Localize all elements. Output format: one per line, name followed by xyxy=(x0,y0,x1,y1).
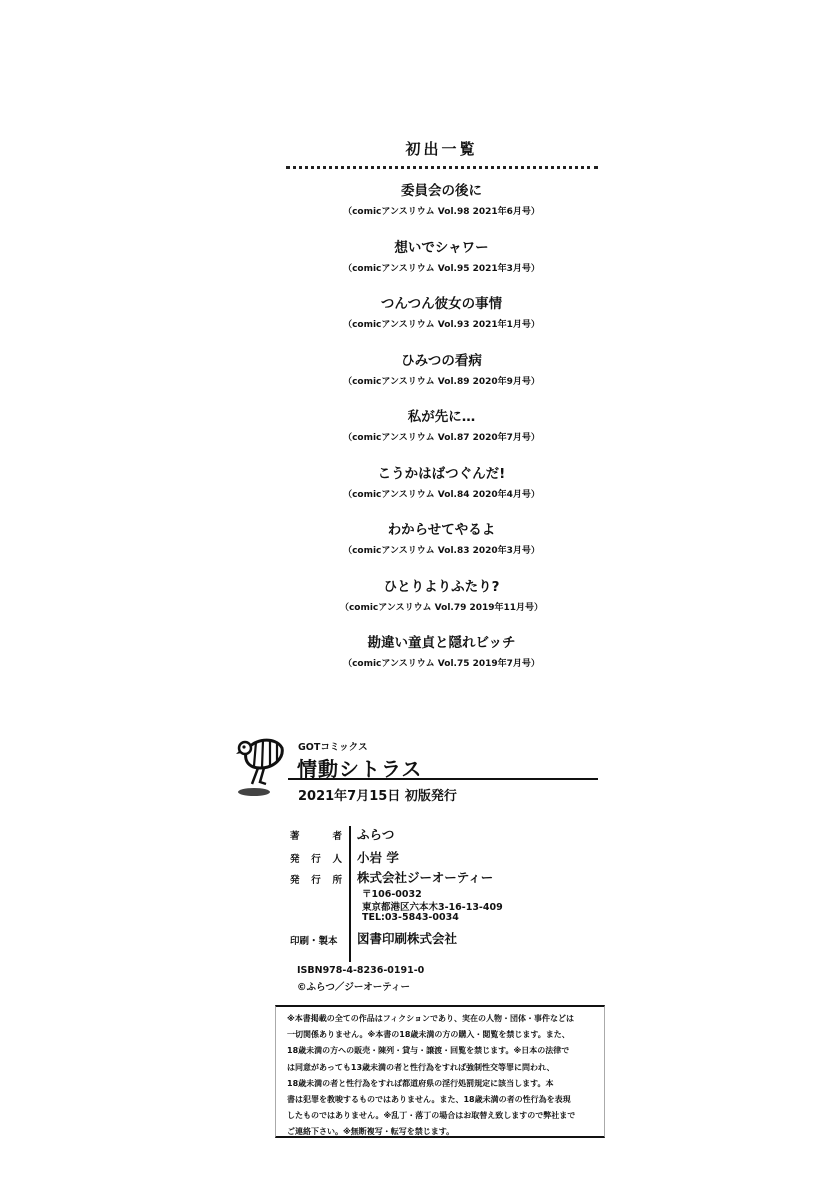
work-entry xyxy=(0,182,835,218)
author-caption: 著 者 xyxy=(290,831,342,842)
work-source: （comicアンスリウム Vol.75 2019年7月号） xyxy=(343,659,540,669)
author-name: ふらつ xyxy=(357,827,395,842)
work-title: 委員会の後に xyxy=(401,183,482,199)
notice-line: 18歳未満の者と性行為をすれば都道府県の淫行処罰規定に該当します。本 xyxy=(287,1078,554,1088)
postal-code: 〒106-0032 xyxy=(362,889,422,900)
work-title: つんつん彼女の事情 xyxy=(380,296,503,312)
notice-line: 18歳未満の方への販売・陳列・貸与・譲渡・回覧を禁じます。※日本の法律で xyxy=(287,1046,570,1056)
work-source: （comicアンスリウム Vol.87 2020年7月号） xyxy=(343,433,540,443)
notice-line: 書は犯罪を教唆するものではありません。また、18歳未満の者の性行為を表現 xyxy=(287,1095,571,1105)
notice-line: は同意があっても13歳未満の者と性行為をすれば強制性交等罪に問われ、 xyxy=(287,1062,555,1072)
copyright: ©ふらつ／ジーオーティー xyxy=(297,982,410,993)
work-source: （comicアンスリウム Vol.79 2019年11月号） xyxy=(339,602,544,613)
work-title: 想いでシャワー xyxy=(394,239,489,256)
work-entry xyxy=(0,578,835,614)
publisher-person-name: 小岩 学 xyxy=(357,850,399,865)
work-title: 勘違い童貞と隠れビッチ xyxy=(367,635,516,651)
work-entry xyxy=(0,408,835,444)
publisher-name: 株式会社ジーオーティー xyxy=(357,870,494,885)
work-entry xyxy=(0,465,835,501)
notice-line: したものではありません。※乱丁・落丁の場合はお取替え致しますので弊社まで xyxy=(287,1111,576,1121)
work-entry xyxy=(0,352,835,388)
publisher-address: 東京都港区六本木3-16-13-409 xyxy=(362,902,503,913)
work-source: （comicアンスリウム Vol.83 2020年3月号） xyxy=(343,546,540,556)
work-title: ひみつの看病 xyxy=(401,352,482,369)
first-appearance-heading: 初出一覧 xyxy=(405,140,478,158)
publisher-tel: TEL:03-5843-0034 xyxy=(362,912,459,923)
publisher-caption: 発 行 所 xyxy=(290,875,342,886)
isbn: ISBN978-4-8236-0191-0 xyxy=(297,965,425,976)
notice-line: ご連絡下さい。※無断複写・転写を禁じます。 xyxy=(287,1127,455,1137)
notice-line: ※本書掲載の全ての作品はフィクションであり、実在の人物・団体・事件などは xyxy=(287,1014,574,1023)
notice-line: 一切関係ありません。※本書の18歳未満の方の購入・閲覧を禁じます。また、 xyxy=(287,1030,570,1040)
printer-caption: 印刷・製本 xyxy=(290,936,338,947)
work-source: （comicアンスリウム Vol.89 2020年9月号） xyxy=(343,376,540,387)
work-source: （comicアンスリウム Vol.84 2020年4月号） xyxy=(343,489,540,500)
header-rule xyxy=(288,778,598,780)
work-title: 私が先に… xyxy=(407,409,476,425)
printer-name: 図書印刷株式会社 xyxy=(357,931,458,946)
credits-rule xyxy=(349,826,351,962)
work-source: （comicアンスリウム Vol.95 2021年3月号） xyxy=(343,263,540,274)
work-entry xyxy=(0,295,835,331)
work-entry xyxy=(0,239,835,275)
book-title: 情動シトラス xyxy=(297,757,423,781)
work-source: （comicアンスリウム Vol.93 2021年1月号） xyxy=(343,320,540,330)
publication-date: 2021年7月15日 初版発行 xyxy=(298,789,457,804)
bird-logo-icon xyxy=(236,728,292,798)
legal-notice-text xyxy=(287,1011,597,1141)
work-title: ひとりよりふたり? xyxy=(383,578,500,595)
imprint-label: GOTコミックス xyxy=(298,742,368,753)
work-entry xyxy=(0,634,835,670)
publisher-person-caption: 発 行 人 xyxy=(290,854,342,865)
work-entry xyxy=(0,521,835,557)
work-source: （comicアンスリウム Vol.98 2021年6月号） xyxy=(343,207,540,217)
work-title: こうかはばつぐんだ! xyxy=(377,465,506,482)
work-title: わからせてやるよ xyxy=(387,522,496,538)
dotted-divider xyxy=(286,166,598,169)
